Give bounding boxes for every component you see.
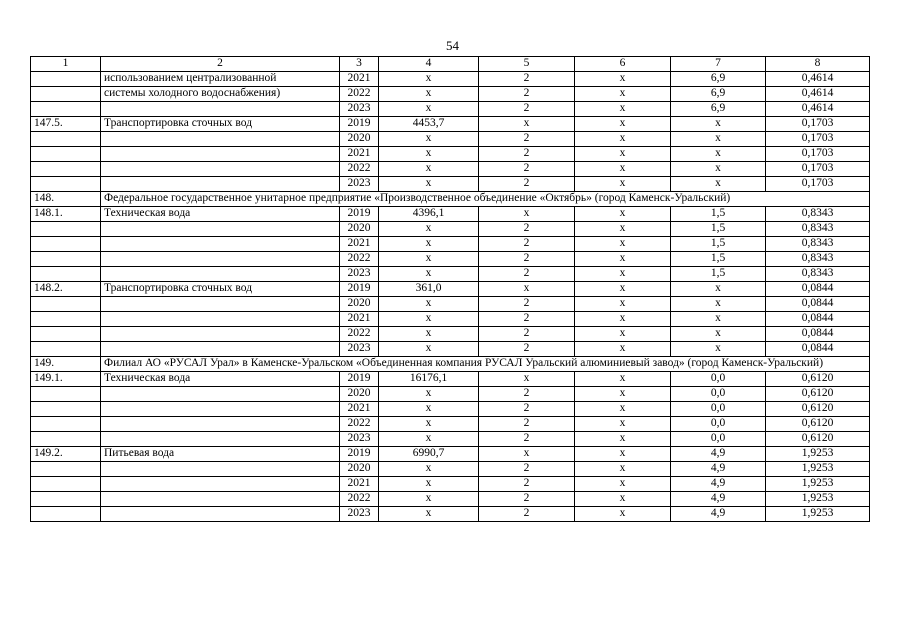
value-cell-col6: х [575,267,671,282]
value-cell-col4: х [379,177,479,192]
value-cell-col8: 0,6120 [766,387,870,402]
value-cell-col8: 0,4614 [766,102,870,117]
value-cell-col5: 2 [479,387,575,402]
value-cell-col8: 0,4614 [766,72,870,87]
item-name-cell [101,402,340,417]
item-number-cell [31,237,101,252]
value-cell-col8: 0,8343 [766,222,870,237]
item-name-cell: Техническая вода [101,372,340,387]
value-cell-col7: х [671,147,766,162]
item-name-cell [101,417,340,432]
year-cell: 2023 [340,267,379,282]
item-name-cell [101,162,340,177]
value-cell-col7: 4,9 [671,447,766,462]
value-cell-col6: х [575,282,671,297]
value-cell-col6: х [575,417,671,432]
column-number-cell: 8 [766,57,870,72]
value-cell-col5: 2 [479,462,575,477]
year-cell: 2021 [340,477,379,492]
item-number-cell: 149.2. [31,447,101,462]
year-cell: 2019 [340,282,379,297]
table-row [31,477,870,492]
item-name-cell: Транспортировка сточных вод [101,282,340,297]
value-cell-col5: 2 [479,252,575,267]
year-cell: 2023 [340,102,379,117]
value-cell-col8: 0,0844 [766,297,870,312]
value-cell-col5: 2 [479,432,575,447]
item-number-cell [31,327,101,342]
value-cell-col8: 0,0844 [766,312,870,327]
value-cell-col4: 4396,1 [379,207,479,222]
year-cell: 2019 [340,447,379,462]
table-row [31,252,870,267]
value-cell-col4: х [379,417,479,432]
value-cell-col5: 2 [479,492,575,507]
value-cell-col5: 2 [479,177,575,192]
value-cell-col7: 4,9 [671,492,766,507]
item-name-cell [101,132,340,147]
value-cell-col8: 0,1703 [766,147,870,162]
year-cell: 2019 [340,117,379,132]
value-cell-col4: х [379,402,479,417]
value-cell-col6: х [575,327,671,342]
table-row [31,222,870,237]
table-row [31,102,870,117]
value-cell-col7: 6,9 [671,87,766,102]
value-cell-col7: 1,5 [671,267,766,282]
value-cell-col7: х [671,132,766,147]
column-number-cell: 1 [31,57,101,72]
value-cell-col8: 0,8343 [766,207,870,222]
value-cell-col4: х [379,477,479,492]
value-cell-col8: 0,8343 [766,237,870,252]
table-row [31,387,870,402]
value-cell-col8: 0,1703 [766,177,870,192]
value-cell-col4: х [379,162,479,177]
value-cell-col4: х [379,267,479,282]
value-cell-col7: 0,0 [671,387,766,402]
item-name-cell [101,507,340,522]
value-cell-col4: х [379,507,479,522]
value-cell-col5: 2 [479,147,575,162]
value-cell-col5: 2 [479,237,575,252]
table-row [31,267,870,282]
year-cell: 2021 [340,402,379,417]
item-number-cell [31,462,101,477]
table-row [31,417,870,432]
value-cell-col7: 0,0 [671,372,766,387]
value-cell-col7: х [671,312,766,327]
item-name-cell: использованием централизованной [101,72,340,87]
value-cell-col4: х [379,147,479,162]
value-cell-col5: 2 [479,72,575,87]
value-cell-col5: х [479,447,575,462]
value-cell-col5: 2 [479,297,575,312]
value-cell-col7: 1,5 [671,252,766,267]
item-number-cell [31,432,101,447]
value-cell-col8: 0,4614 [766,87,870,102]
table-row [31,402,870,417]
value-cell-col7: 6,9 [671,72,766,87]
year-cell: 2021 [340,147,379,162]
value-cell-col4: х [379,222,479,237]
table-row [31,162,870,177]
item-name-cell: системы холодного водоснабжения) [101,87,340,102]
table-row [31,447,870,462]
column-number-cell: 3 [340,57,379,72]
value-cell-col8: 0,0844 [766,282,870,297]
value-cell-col7: 1,5 [671,237,766,252]
year-cell: 2022 [340,162,379,177]
table-row [31,342,870,357]
value-cell-col8: 0,6120 [766,432,870,447]
table-row [31,507,870,522]
item-number-cell [31,222,101,237]
value-cell-col5: 2 [479,477,575,492]
year-cell: 2020 [340,297,379,312]
value-cell-col5: х [479,282,575,297]
year-cell: 2020 [340,387,379,402]
table-row [31,117,870,132]
value-cell-col5: 2 [479,87,575,102]
value-cell-col7: х [671,282,766,297]
item-number-cell: 149. [31,357,101,372]
value-cell-col4: х [379,327,479,342]
column-number-cell: 2 [101,57,340,72]
item-number-cell [31,87,101,102]
value-cell-col6: х [575,312,671,327]
value-cell-col4: х [379,132,479,147]
value-cell-col8: 0,0844 [766,327,870,342]
table-body [31,57,870,522]
value-cell-col4: х [379,102,479,117]
table-row [31,312,870,327]
value-cell-col4: 6990,7 [379,447,479,462]
column-number-cell: 4 [379,57,479,72]
value-cell-col4: х [379,252,479,267]
item-number-cell [31,72,101,87]
value-cell-col6: х [575,342,671,357]
item-name-cell [101,267,340,282]
value-cell-col7: 0,0 [671,417,766,432]
year-cell: 2021 [340,237,379,252]
value-cell-col4: х [379,312,479,327]
value-cell-col6: х [575,237,671,252]
value-cell-col4: х [379,492,479,507]
value-cell-col5: 2 [479,507,575,522]
column-number-cell: 7 [671,57,766,72]
value-cell-col6: х [575,447,671,462]
table-row [31,492,870,507]
value-cell-col7: 4,9 [671,477,766,492]
value-cell-col4: х [379,342,479,357]
column-number-row [31,57,870,72]
value-cell-col4: х [379,387,479,402]
item-name-cell [101,312,340,327]
value-cell-col7: 1,5 [671,207,766,222]
item-number-cell [31,402,101,417]
value-cell-col5: 2 [479,327,575,342]
column-number-cell: 5 [479,57,575,72]
item-name-cell [101,387,340,402]
value-cell-col6: х [575,177,671,192]
value-cell-col4: х [379,432,479,447]
item-number-cell [31,297,101,312]
item-name-cell [101,222,340,237]
value-cell-col7: х [671,327,766,342]
table-row [31,462,870,477]
value-cell-col5: х [479,372,575,387]
value-cell-col7: 0,0 [671,432,766,447]
value-cell-col5: 2 [479,417,575,432]
value-cell-col6: х [575,147,671,162]
item-number-cell [31,267,101,282]
table-row [31,147,870,162]
value-cell-col7: 1,5 [671,222,766,237]
year-cell: 2023 [340,342,379,357]
year-cell: 2020 [340,462,379,477]
year-cell: 2023 [340,177,379,192]
item-name-cell [101,327,340,342]
item-number-cell [31,177,101,192]
value-cell-col4: 361,0 [379,282,479,297]
value-cell-col5: 2 [479,162,575,177]
column-number-cell: 6 [575,57,671,72]
value-cell-col4: х [379,87,479,102]
value-cell-col6: х [575,252,671,267]
value-cell-col6: х [575,117,671,132]
value-cell-col7: х [671,342,766,357]
item-name-cell [101,177,340,192]
table-row [31,207,870,222]
table-row [31,177,870,192]
item-name-cell [101,462,340,477]
organization-name-cell: Филиал АО «РУСАЛ Урал» в Каменске-Уральском «Объединенная компания РУСАЛ Уральский алюминиевый завод» (город Каменск-Уральский) [101,357,870,372]
value-cell-col5: 2 [479,102,575,117]
item-number-cell: 148. [31,192,101,207]
item-number-cell: 149.1. [31,372,101,387]
page-number: 54 [446,38,459,53]
value-cell-col4: х [379,297,479,312]
year-cell: 2020 [340,132,379,147]
value-cell-col7: х [671,117,766,132]
table-row [31,297,870,312]
item-number-cell [31,102,101,117]
value-cell-col6: х [575,432,671,447]
year-cell: 2022 [340,327,379,342]
item-name-cell [101,477,340,492]
year-cell: 2019 [340,372,379,387]
value-cell-col6: х [575,507,671,522]
table-row [31,282,870,297]
year-cell: 2022 [340,87,379,102]
year-cell: 2023 [340,507,379,522]
value-cell-col5: 2 [479,312,575,327]
value-cell-col6: х [575,132,671,147]
value-cell-col4: 16176,1 [379,372,479,387]
value-cell-col7: 4,9 [671,507,766,522]
year-cell: 2022 [340,417,379,432]
item-name-cell [101,342,340,357]
item-number-cell [31,342,101,357]
item-name-cell [101,237,340,252]
value-cell-col6: х [575,297,671,312]
value-cell-col8: 1,9253 [766,462,870,477]
value-cell-col6: х [575,387,671,402]
tariff-table [30,56,870,522]
value-cell-col4: х [379,237,479,252]
table-row [31,237,870,252]
item-name-cell [101,147,340,162]
table-row [31,372,870,387]
organization-row [31,192,870,207]
item-number-cell [31,492,101,507]
value-cell-col5: х [479,117,575,132]
item-name-cell [101,432,340,447]
value-cell-col6: х [575,207,671,222]
value-cell-col8: 1,9253 [766,507,870,522]
value-cell-col8: 1,9253 [766,477,870,492]
value-cell-col8: 0,0844 [766,342,870,357]
value-cell-col5: 2 [479,342,575,357]
item-name-cell [101,492,340,507]
value-cell-col5: 2 [479,222,575,237]
value-cell-col7: х [671,162,766,177]
value-cell-col6: х [575,477,671,492]
value-cell-col7: 4,9 [671,462,766,477]
item-number-cell: 148.1. [31,207,101,222]
table-row [31,132,870,147]
value-cell-col5: 2 [479,132,575,147]
value-cell-col6: х [575,102,671,117]
year-cell: 2021 [340,312,379,327]
table-row [31,72,870,87]
item-number-cell [31,312,101,327]
item-number-cell [31,477,101,492]
value-cell-col5: 2 [479,267,575,282]
item-number-cell [31,417,101,432]
item-name-cell [101,252,340,267]
value-cell-col6: х [575,162,671,177]
year-cell: 2022 [340,252,379,267]
value-cell-col8: 0,6120 [766,372,870,387]
value-cell-col8: 0,6120 [766,402,870,417]
item-number-cell: 148.2. [31,282,101,297]
value-cell-col8: 0,1703 [766,162,870,177]
year-cell: 2020 [340,222,379,237]
value-cell-col7: 6,9 [671,102,766,117]
value-cell-col8: 0,1703 [766,117,870,132]
value-cell-col7: 0,0 [671,402,766,417]
value-cell-col5: х [479,207,575,222]
value-cell-col7: х [671,297,766,312]
value-cell-col5: 2 [479,402,575,417]
value-cell-col6: х [575,372,671,387]
value-cell-col6: х [575,492,671,507]
item-name-cell [101,297,340,312]
year-cell: 2019 [340,207,379,222]
value-cell-col8: 0,6120 [766,417,870,432]
value-cell-col8: 0,8343 [766,252,870,267]
value-cell-col6: х [575,222,671,237]
value-cell-col8: 1,9253 [766,447,870,462]
item-name-cell: Транспортировка сточных вод [101,117,340,132]
year-cell: 2022 [340,492,379,507]
value-cell-col4: 4453,7 [379,117,479,132]
table-row [31,87,870,102]
item-name-cell: Техническая вода [101,207,340,222]
value-cell-col4: х [379,72,479,87]
item-name-cell [101,102,340,117]
value-cell-col7: х [671,177,766,192]
year-cell: 2021 [340,72,379,87]
item-number-cell [31,162,101,177]
organization-name-cell: Федеральное государственное унитарное предприятие «Производственное объединение «Октябрь» (город Каменск-Уральский) [101,192,870,207]
item-number-cell [31,147,101,162]
value-cell-col6: х [575,402,671,417]
year-cell: 2023 [340,432,379,447]
value-cell-col8: 1,9253 [766,492,870,507]
item-number-cell [31,507,101,522]
value-cell-col4: х [379,462,479,477]
value-cell-col6: х [575,87,671,102]
value-cell-col6: х [575,72,671,87]
item-number-cell [31,252,101,267]
table-row [31,327,870,342]
item-name-cell: Питьевая вода [101,447,340,462]
item-number-cell [31,387,101,402]
value-cell-col8: 0,8343 [766,267,870,282]
item-number-cell: 147.5. [31,117,101,132]
value-cell-col8: 0,1703 [766,132,870,147]
organization-row [31,357,870,372]
table-row [31,432,870,447]
item-number-cell [31,132,101,147]
value-cell-col6: х [575,462,671,477]
